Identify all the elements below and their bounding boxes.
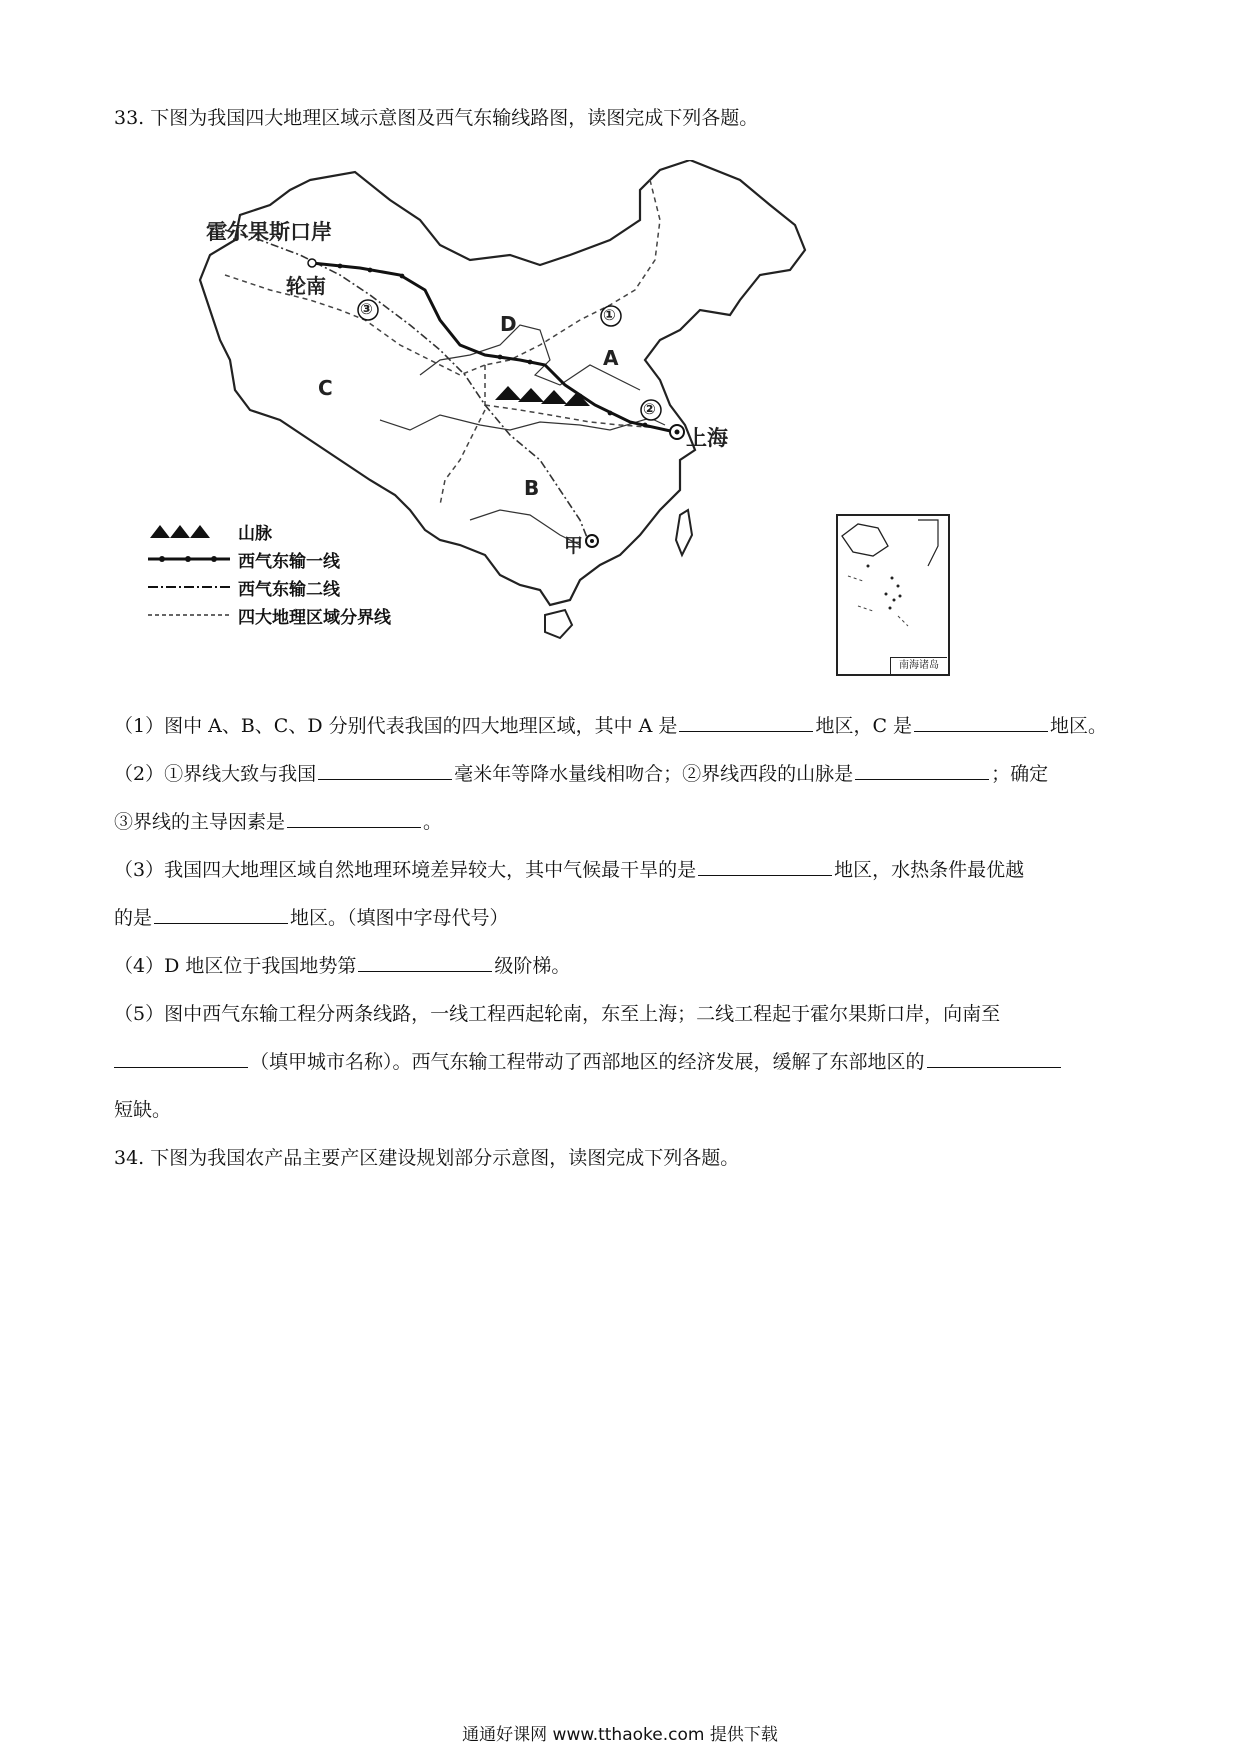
question-33-part-3-line-2 <box>114 904 509 932</box>
answer-blank-q1-c[interactable] <box>914 713 1048 732</box>
boundary-qinghai-tibet-south <box>440 365 485 505</box>
hainan-island <box>545 610 572 638</box>
question-33-part-4 <box>114 952 570 980</box>
page-footer: 通通好课网 www.tthaoke.com 提供下载 <box>462 1725 778 1745</box>
label-jia: 甲 <box>564 535 584 557</box>
pipeline-line-2-icon <box>146 577 232 597</box>
q2-text-d: ③界线的主导因素是 <box>114 811 286 833</box>
q3-text-d: 地区。（填图中字母代号） <box>290 907 509 929</box>
q3-text-b: 地区，水热条件最优越 <box>834 859 1025 881</box>
lunnan-marker <box>308 259 316 267</box>
question-33-part-1 <box>114 712 1107 740</box>
label-lunnan: 轮南 <box>286 274 326 298</box>
question-33-part-5-line-1 <box>114 1000 1000 1028</box>
q2-text-b: 毫米年等降水量线相吻合；②界线西段的山脉是 <box>454 763 854 785</box>
question-33-part-5-line-2 <box>114 1048 1063 1076</box>
taiwan-island <box>676 510 692 555</box>
legend-pipeline-2 <box>146 574 340 600</box>
answer-blank-q2-mountain[interactable] <box>855 761 989 780</box>
q2-text-c: ；确定 <box>991 763 1049 785</box>
qinling-mountains <box>495 386 590 406</box>
label-region-a: A <box>603 346 619 370</box>
inset-map <box>838 516 944 656</box>
q4-text-b: 级阶梯。 <box>494 955 571 977</box>
pipeline-line-1-icon <box>146 549 232 569</box>
answer-blank-q2-isohyet[interactable] <box>318 761 452 780</box>
q3-text-c: 的是 <box>114 907 153 929</box>
q1-text-b: 地区，C 是 <box>815 715 913 737</box>
answer-blank-q3-driest[interactable] <box>698 857 832 876</box>
q1-text-a: （1）图中 A、B、C、D 分别代表我国的四大地理区域，其中 A 是 <box>114 715 678 737</box>
q1-text-c: 地区。 <box>1050 715 1108 737</box>
mountain-icon <box>146 521 232 541</box>
inset-caption: 南海诸岛 <box>890 657 947 674</box>
answer-blank-q1-a[interactable] <box>679 713 813 732</box>
q2-text-a: （2）①界线大致与我国 <box>114 763 317 785</box>
label-region-b: B <box>524 476 540 500</box>
q5-text-c: 短缺。 <box>114 1099 172 1121</box>
boundary-north-northwest <box>485 180 660 365</box>
label-circle-1: ① <box>603 306 616 324</box>
question-33-part-3-line-1 <box>114 856 1024 884</box>
legend-mountain-label: 山脉 <box>238 523 272 544</box>
question-33-heading: 33. 下图为我国四大地理区域示意图及西气东输线路图，读图完成下列各题。 <box>114 107 759 129</box>
legend-mountain <box>146 518 272 544</box>
legend-pipeline-2-label: 西气东输二线 <box>238 579 340 600</box>
label-horgos: 霍尔果斯口岸 <box>206 220 332 244</box>
question-34-heading: 34. 下图为我国农产品主要产区建设规划部分示意图，读图完成下列各题。 <box>114 1147 740 1169</box>
question-33-part-2-line-2 <box>114 808 442 836</box>
pipeline-line-1-dots <box>338 264 648 428</box>
answer-blank-q5-city[interactable] <box>114 1049 248 1068</box>
answer-blank-q2-factor[interactable] <box>287 809 421 828</box>
answer-blank-q5-shortage[interactable] <box>927 1049 1061 1068</box>
label-circle-3: ③ <box>360 300 373 318</box>
label-region-c: C <box>318 376 333 400</box>
legend-boundary <box>146 602 391 628</box>
boundary-line-icon <box>146 605 232 625</box>
q5-text-b: （填甲城市名称）。西气东输工程带动了西部地区的经济发展，缓解了东部地区的 <box>250 1051 925 1073</box>
question-33-part-2-line-1 <box>114 760 1048 788</box>
label-circle-2: ② <box>643 400 656 418</box>
q2-text-e: 。 <box>423 811 443 833</box>
answer-blank-q4-step[interactable] <box>358 953 492 972</box>
q3-text-a: （3）我国四大地理区域自然地理环境差异较大，其中气候最干旱的是 <box>114 859 697 881</box>
label-shanghai: 上海 <box>686 426 728 450</box>
boundary-qinghai-tibet <box>225 275 485 375</box>
legend-pipeline-1-label: 西气东输一线 <box>238 551 340 572</box>
q4-text-a: （4）D 地区位于我国地势第 <box>114 955 357 977</box>
legend-pipeline-1 <box>146 546 340 572</box>
label-region-d: D <box>500 312 517 336</box>
answer-blank-q3-best[interactable] <box>154 905 288 924</box>
question-33-part-5-line-3 <box>114 1096 171 1124</box>
q5-text-a: （5）图中西气东输工程分两条线路，一线工程西起轮南，东至上海；二线工程起于霍尔果斯口岸，向南至 <box>114 1003 1001 1025</box>
legend-boundary-label: 四大地理区域分界线 <box>238 607 391 628</box>
south-china-sea-inset <box>836 514 950 676</box>
